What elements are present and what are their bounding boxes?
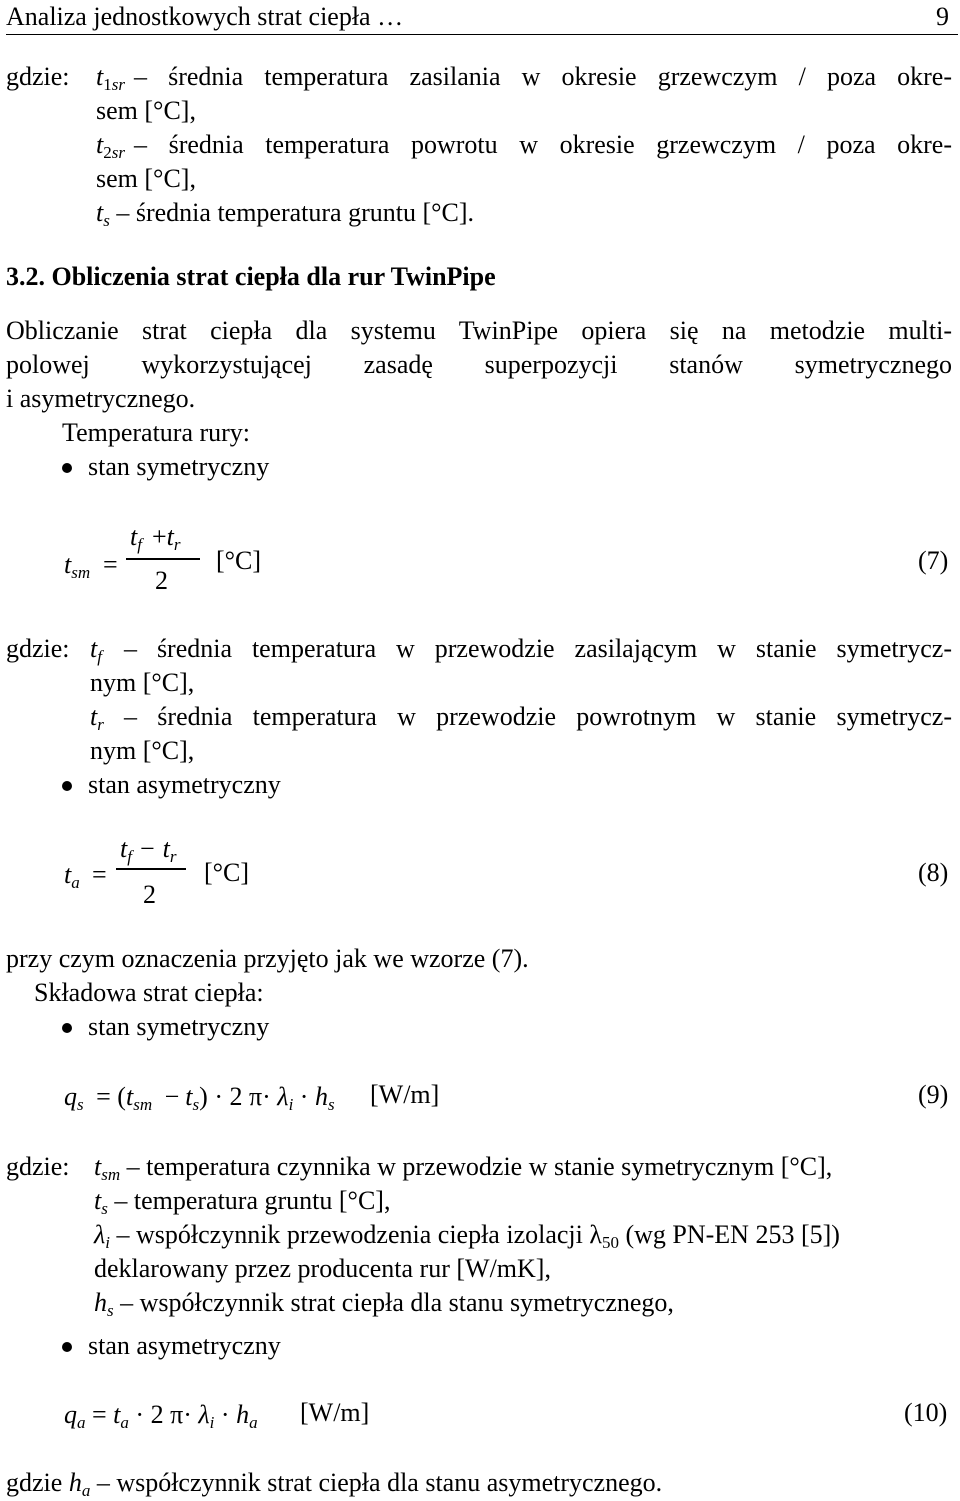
bullet-dot	[62, 1342, 72, 1352]
eq8-equals: =	[92, 860, 107, 889]
paragraph-line-1: Obliczanie strat ciepła dla systemu TwinPipe opiera się na metodzie multi-	[6, 316, 952, 345]
eq7-fraction-bar	[126, 558, 200, 560]
gdzie-label: gdzie:	[6, 634, 70, 663]
header-rule	[6, 34, 958, 35]
def-ts-line: $t_s$ – średnia temperatura gruntu [°C].	[96, 198, 475, 230]
bullet-symmetric-2: stan symetryczny	[88, 1012, 270, 1041]
eq7-equals: =	[103, 550, 118, 579]
paragraph-line-3: i asymetrycznego.	[6, 384, 196, 413]
def-lambda-line: $\lambda_i$ – współczynnik przewodzenia ciepła izolacji $\lambda_{50}$ (wg PN-EN 253 [5])	[94, 1220, 840, 1252]
eq8-number: (8)	[918, 858, 949, 887]
def-tr-symbol: $t_r$	[90, 702, 104, 734]
def-t1sr-text-cont: sem [°C],	[96, 96, 196, 125]
eq8-lhs: $t_a$	[64, 860, 80, 892]
skladowa-label: Składowa strat ciepła:	[34, 978, 264, 1007]
bullet-dot	[62, 1023, 72, 1033]
bullet-asymmetric-2: stan asymetryczny	[88, 1331, 281, 1360]
eq8-denominator: 2	[143, 880, 156, 909]
page-number: 9	[936, 2, 949, 31]
eq9-number: (9)	[918, 1080, 949, 1109]
def-t2sr-text-cont: sem [°C],	[96, 164, 196, 193]
eq10-formula: $q_a = t_a \cdot 2$ $\pi\cdot \lambda_i \cdot h_a$	[64, 1400, 258, 1432]
def-t2sr-text: – średnia temperatura powrotu w okresie grzewczym / poza okre-	[134, 130, 952, 159]
eq8-fraction-bar	[116, 868, 186, 870]
paragraph-line-2: polowej wykorzystującej zasadę superpozycji stanów symetrycznego	[6, 350, 952, 379]
def-t1sr-text: – średnia temperatura zasilania w okresie grzewczym / poza okre-	[134, 62, 952, 91]
eq9-unit: [W/m]	[370, 1080, 440, 1109]
def-hs-line: $h_s$ – współczynnik strat ciepła dla stanu symetrycznego,	[94, 1288, 674, 1320]
def-tf-symbol: $t_f$	[90, 634, 102, 666]
running-title: Analiza jednostkowych strat ciepła …	[6, 2, 404, 31]
eq10-number: (10)	[904, 1398, 948, 1427]
eq7-lhs: $t_{sm}$	[64, 550, 91, 582]
eq10-unit: [W/m]	[300, 1398, 370, 1427]
def-lambda-line-cont: deklarowany przez producenta rur [W/mK],	[94, 1254, 551, 1283]
eq8-unit: [°C]	[204, 858, 250, 887]
def-tf-text: – średnia temperatura w przewodzie zasilającym w stanie symetrycz-	[124, 634, 952, 663]
def-ts-line: $t_s$ – temperatura gruntu [°C],	[94, 1186, 391, 1218]
eq7-unit: [°C]	[216, 546, 262, 575]
def-t1sr-symbol: $t_{1sr}$	[96, 62, 125, 94]
bullet-asymmetric-1: stan asymetryczny	[88, 770, 281, 799]
eq7-number: (7)	[918, 546, 949, 575]
gdzie-label: gdzie:	[6, 62, 70, 91]
przy-czym-line: przy czym oznaczenia przyjęto jak we wzorze (7).	[6, 944, 529, 973]
def-t2sr-symbol: $t_{2sr}$	[96, 130, 125, 162]
def-ha-line: gdzie $h_a$ – współczynnik strat ciepła dla stanu asymetrycznego.	[6, 1468, 663, 1500]
eq9-formula: $q_s = (t_{sm} - t_s) \cdot 2$ $\pi\cdot \lambda_i \cdot h_s$	[64, 1082, 335, 1114]
temperature-label: Temperatura rury:	[62, 418, 251, 447]
def-tsm-line: $t_{sm}$ – temperatura czynnika w przewodzie w stanie symetrycznym [°C],	[94, 1152, 833, 1184]
eq7-denominator: 2	[155, 566, 168, 595]
section-heading: 3.2. Obliczenia strat ciepła dla rur TwinPipe	[6, 262, 496, 291]
gdzie-label: gdzie:	[6, 1152, 70, 1181]
bullet-dot	[62, 781, 72, 791]
bullet-dot	[62, 463, 72, 473]
def-tr-text-cont: nym [°C],	[90, 736, 195, 765]
bullet-symmetric-1: stan symetryczny	[88, 452, 270, 481]
def-tr-text: – średnia temperatura w przewodzie powrotnym w stanie symetrycz-	[124, 702, 952, 731]
eq7-numerator: $t_f +t_r$	[130, 522, 181, 554]
eq8-numerator: $t_f - t_r$	[120, 834, 177, 866]
def-tf-text-cont: nym [°C],	[90, 668, 195, 697]
